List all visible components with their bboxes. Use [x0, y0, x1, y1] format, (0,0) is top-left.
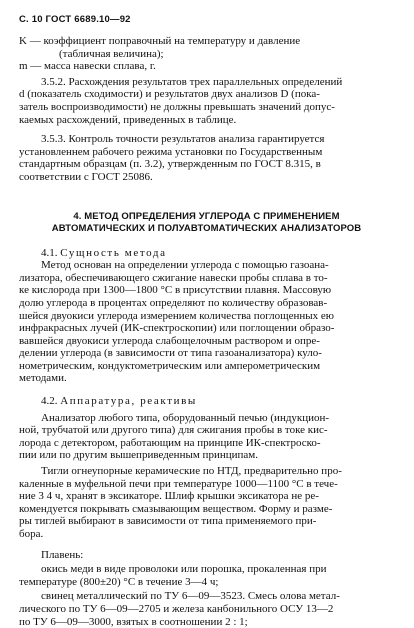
p352-line: каемых расхождений, приведенных в таблице. [19, 113, 237, 126]
p42b-line: ние 3 4 ч, хранят в эксикаторе. Шлиф крышки эксикатора не ре- [19, 490, 319, 503]
legend-block [19, 35, 394, 73]
p42a-line: Анализатор любого типа, оборудованный печью (индукцион- [41, 411, 330, 424]
section-4-title [19, 211, 394, 235]
flux1-line: температуре (800±20) °С в течение 3—4 ч; [19, 575, 219, 588]
p353-line: 3.5.3. Контроль точности результатов анализа гарантируется [41, 133, 325, 146]
page-header: С. 10 ГОСТ 6689.10—92 [19, 14, 131, 25]
p352-line: затель воспроизводимости) не должны превышать значений допус- [19, 100, 335, 113]
flux2-line: по ТУ 6—09—3000, взятых в соотношении 2 : 1; [19, 615, 248, 628]
subsection-4-2-label: Аппаратура, реактивы [60, 395, 197, 408]
p42a-line: пии или по другим вышеприведенным принципам. [19, 449, 258, 462]
p353-line: соответствии с ГОСТ 25086. [19, 170, 153, 183]
p41-line: вавшейся двуокиси углерода слабощелочным раствором и опре- [19, 334, 320, 347]
p41-line: долю углерода в процентах определяют по количеству образовав- [19, 296, 328, 309]
paragraph-4-2-analyzer [19, 412, 394, 462]
flux1-line: окись меди в виде проволоки или порошка, прокаленная при [41, 563, 327, 576]
p353-line: установленнем рабочего режима установки по Государственным [19, 145, 323, 158]
p42b-line: каленные в муфельной печи при температуре 1000—1100 °С в тече- [19, 477, 338, 490]
p41-line: Метод основан на определении углерода с помощью газоана- [41, 259, 329, 272]
p42a-line: ной, трубчатой или другого типа) для сжигания пробы в токе кис- [19, 424, 328, 437]
legend-k: K — коэффициент поправочный на температуру и давление [19, 35, 301, 47]
legend-k-cont: (табличная величина); [59, 47, 164, 60]
p41-line: инфракрасных лучей (ИК-спектроскопии) или поглощении образо- [19, 322, 335, 335]
p42b-line: Тигли огнеупорные керамические по НТД, предварительно про- [41, 465, 342, 478]
section-4-title-line1: 4. МЕТОД ОПРЕДЕЛЕНИЯ УГЛЕРОДА С ПРИМЕНЕНИЕМ [73, 210, 340, 222]
p41-line: нометрическим, кондуктометрическим или амперометрическим [19, 359, 321, 372]
paragraph-4-2-crucibles [19, 465, 394, 541]
flux-item-lead [19, 590, 394, 628]
paragraph-3-5-2 [19, 76, 394, 126]
subsection-4-2-number: 4.2. [41, 395, 58, 408]
p42a-line: лорода с детектором, работающим на принципе ИК-спектроско- [19, 436, 321, 449]
p41-line: лизатора, обеспечивающего сжигание навески пробы сплава в то- [19, 271, 328, 284]
p42b-line: бора. [19, 528, 44, 540]
p352-line: d (показатель сходимости) и результатов двух анализов D (пока- [19, 88, 320, 101]
subsection-4-1-label: Сущность метода [60, 246, 167, 259]
p42b-line: ры тиглей выбирают в зависимости от типа применяемого при- [19, 515, 317, 528]
subsection-4-2-heading [19, 395, 394, 408]
legend-m: m — масса навески сплава, г. [19, 60, 156, 73]
paragraph-3-5-3 [19, 133, 394, 183]
flux2-line: свинец металлический по ТУ 6—09—3523. Смесь олова метал- [41, 590, 340, 603]
p41-line: ке кислорода при 1300—1800 °С в присутствии плавня. Массовую [19, 284, 332, 297]
p353-line: стандартным образцам (п. 3.2), утвержденным по ГОСТ 8.315, в [19, 158, 321, 171]
paragraph-4-1 [19, 259, 394, 385]
subsection-4-1-number: 4.1. [41, 246, 58, 259]
p352-line: 3.5.2. Расхождения результатов трех параллельных определений [41, 75, 343, 88]
flux2-line: лического по ТУ 6—09—2705 и железа канбонильного ОСУ 13—2 [19, 602, 334, 615]
p41-line: методами. [19, 372, 67, 385]
p42b-line: комендуется покрывать смазывающим веществом. Форму и разме- [19, 502, 333, 515]
p41-line: делении углерода (в зависимости от типа газоанализатора) куло- [19, 347, 322, 360]
flux-item-copper-oxide [19, 563, 394, 588]
flux-label: Плавень: [41, 548, 84, 561]
p41-line: шейся двуокиси углерода измерением количества поглощенных ею [19, 309, 334, 322]
section-4-title-line2: АВТОМАТИЧЕСКИХ И ПОЛУАВТОМАТИЧЕСКИХ АНАЛИЗАТОРОВ [51, 222, 362, 234]
subsection-4-1-heading [19, 247, 394, 260]
